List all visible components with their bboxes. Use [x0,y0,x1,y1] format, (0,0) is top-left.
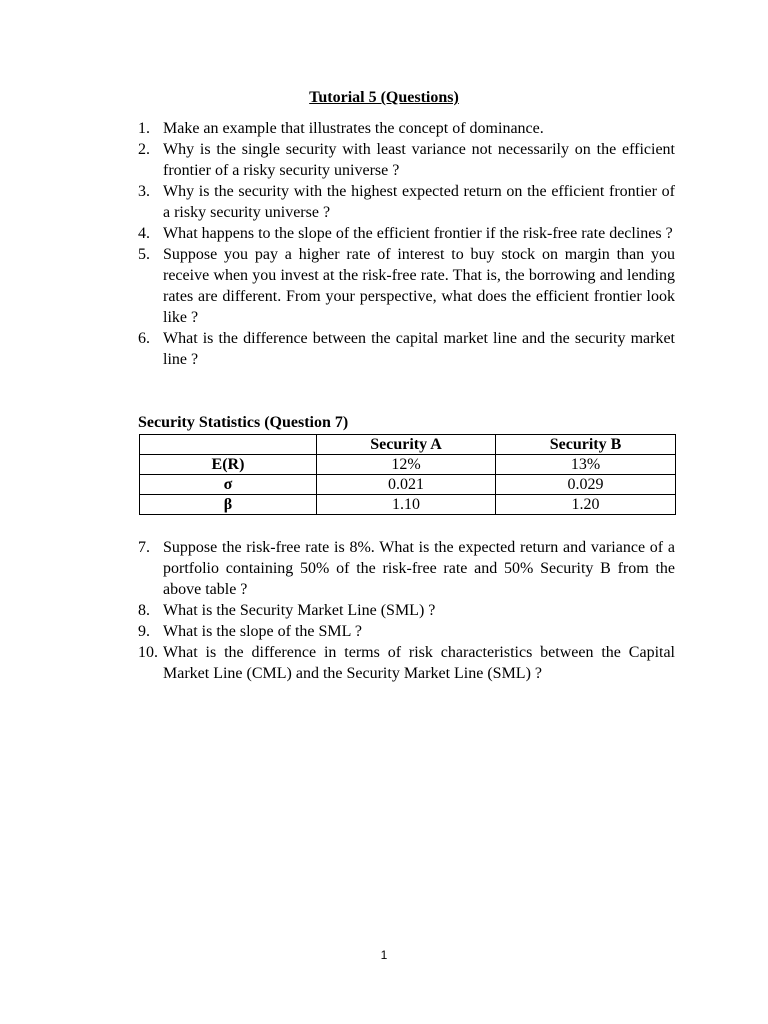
row-header-cell: σ [140,475,317,495]
question-text: Why is the security with the highest expected return on the efficient frontier of a risky security universe ? [163,183,675,221]
question-item [138,181,675,223]
table-cell: 1.20 [496,495,676,515]
question-number: 4. [138,225,150,242]
question-item [138,244,675,328]
question-number: 6. [138,330,150,347]
table-row [140,475,676,495]
table-cell: 0.021 [317,475,496,495]
row-header-cell: β [140,495,317,515]
question-item [138,621,675,642]
table-cell: 12% [317,455,496,475]
question-number: 7. [138,539,150,556]
table-row [140,495,676,515]
question-text: What happens to the slope of the efficient frontier if the risk-free rate declines ? [163,225,673,242]
security-statistics-table [139,434,676,515]
question-number: 10. [138,644,158,661]
question-item [138,139,675,181]
question-list-part2 [138,537,675,684]
table-header-row [140,435,676,455]
question-text: Suppose you pay a higher rate of interest to buy stock on margin than you receive when you invest at the risk-free rate. That is, the borrowing and lending rates are different. From your perspective, what does the efficient frontier look like ? [163,246,675,326]
table-header-cell: Security B [496,435,676,455]
question-item [138,118,675,139]
question-item [138,328,675,370]
row-header-cell: E(R) [140,455,317,475]
table-row [140,455,676,475]
question-text: Make an example that illustrates the concept of dominance. [163,120,544,137]
question-text: What is the slope of the SML ? [163,623,362,640]
question-number: 1. [138,120,150,137]
question-number: 8. [138,602,150,619]
question-text: Why is the single security with least variance not necessarily on the efficient frontier of a risky security universe ? [163,141,675,179]
question-text: What is the difference in terms of risk characteristics between the Capital Market Line (CML) and the Security Market Line (SML) ? [163,644,675,682]
page-number: 1 [380,948,388,962]
question-text: Suppose the risk-free rate is 8%. What is the expected return and variance of a portfolio containing 50% of the risk-free rate and 50% Security B from the above table ? [163,539,675,598]
table-header-cell: Security A [317,435,496,455]
question-number: 3. [138,183,150,200]
table-title: Security Statistics (Question 7) [138,414,349,431]
table-header-cell [140,435,317,455]
question-text: What is the Security Market Line (SML) ? [163,602,436,619]
question-number: 2. [138,141,150,158]
question-number: 5. [138,246,150,263]
question-item [138,600,675,621]
document-title: Tutorial 5 (Questions) [309,89,459,106]
question-number: 9. [138,623,150,640]
table-cell: 1.10 [317,495,496,515]
table-cell: 0.029 [496,475,676,495]
question-item [138,642,675,684]
table-cell: 13% [496,455,676,475]
question-list-part1 [138,118,675,370]
question-text: What is the difference between the capital market line and the security market line ? [163,330,675,368]
question-item [138,223,675,244]
question-item [138,537,675,600]
